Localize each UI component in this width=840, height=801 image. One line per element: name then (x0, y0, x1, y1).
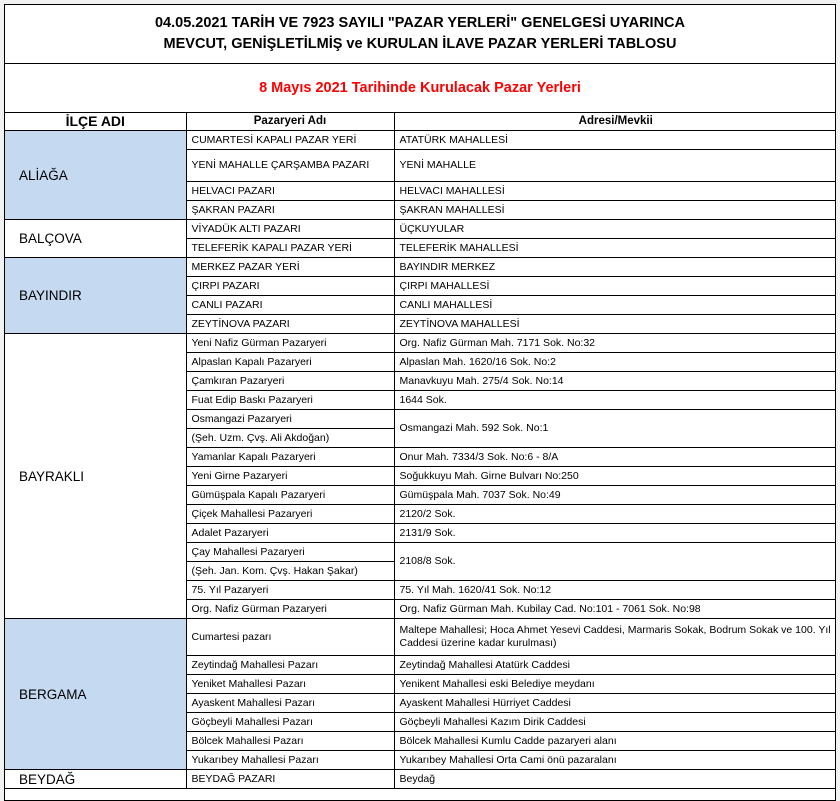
table-row (5, 619, 836, 656)
market-name-cell: Gümüşpala Kapalı Pazaryeri (186, 486, 394, 505)
district-cell: BERGAMA (5, 619, 186, 770)
table-row (5, 220, 836, 239)
market-name-cell: CUMARTESİ KAPALI PAZAR YERİ (186, 131, 394, 150)
market-address-cell: TELEFERİK MAHALLESİ (394, 239, 836, 258)
market-address-cell: Yenikent Mahallesi eski Belediye meydanı (394, 675, 836, 694)
market-address-cell: Zeytindağ Mahallesi Atatürk Caddesi (394, 656, 836, 675)
market-name-cell: Zeytindağ Mahallesi Pazarı (186, 656, 394, 675)
market-name-cell-line2: (Şeh. Uzm. Çvş. Ali Akdoğan) (186, 429, 394, 448)
market-address-cell: Bölcek Mahallesi Kumlu Cadde pazaryeri alanı (394, 732, 836, 751)
market-address-cell: 2131/9 Sok. (394, 524, 836, 543)
column-header-market-name: Pazaryeri Adı (186, 113, 394, 131)
table-row (5, 770, 836, 789)
market-address-cell: 1644 Sok. (394, 391, 836, 410)
column-header-district: İLÇE ADI (5, 113, 186, 131)
market-address-cell: Yukarıbey Mahallesi Orta Cami önü pazaralanı (394, 751, 836, 770)
market-name-cell: Yukarıbey Mahallesi Pazarı (186, 751, 394, 770)
market-name-cell: YENİ MAHALLE ÇARŞAMBA PAZARI (186, 150, 394, 182)
market-name-cell: TELEFERİK KAPALI PAZAR YERİ (186, 239, 394, 258)
market-name-cell: Yeni Nafiz Gürman Pazaryeri (186, 334, 394, 353)
document-sheet (4, 4, 836, 801)
market-address-cell: CANLI MAHALLESİ (394, 296, 836, 315)
market-name-cell: Fuat Edip Baskı Pazaryeri (186, 391, 394, 410)
market-name-cell: Göçbeyli Mahallesi Pazarı (186, 713, 394, 732)
market-name-cell: ÇIRPI PAZARI (186, 277, 394, 296)
market-address-cell: Onur Mah. 7334/3 Sok. No:6 - 8/A (394, 448, 836, 467)
market-address-cell: YENİ MAHALLE (394, 150, 836, 182)
document-subtitle: 8 Mayıs 2021 Tarihinde Kurulacak Pazar Yerleri (5, 64, 835, 113)
market-address-cell: ŞAKRAN MAHALLESİ (394, 201, 836, 220)
market-address-cell: Alpaslan Mah. 1620/16 Sok. No:2 (394, 353, 836, 372)
market-name-cell: Yamanlar Kapalı Pazaryeri (186, 448, 394, 467)
market-name-cell: Yeniket Mahallesi Pazarı (186, 675, 394, 694)
market-address-cell: Osmangazi Mah. 592 Sok. No:1 (394, 410, 836, 448)
market-name-cell: 75. Yıl Pazaryeri (186, 581, 394, 600)
market-name-cell-line2: (Şeh. Jan. Kom. Çvş. Hakan Şakar) (186, 562, 394, 581)
market-address-cell: Maltepe Mahallesi; Hoca Ahmet Yesevi Caddesi, Marmaris Sokak, Bodrum Sokak ve 100. Yıl Caddesi üzerine kadar kurulması) (394, 619, 836, 656)
district-cell: ALİAĞA (5, 131, 186, 220)
market-name-cell: Alpaslan Kapalı Pazaryeri (186, 353, 394, 372)
table-row (5, 131, 836, 150)
market-address-cell: 75. Yıl Mah. 1620/41 Sok. No:12 (394, 581, 836, 600)
market-name-cell: ŞAKRAN PAZARI (186, 201, 394, 220)
market-table (5, 113, 836, 789)
market-address-cell: ÜÇKUYULAR (394, 220, 836, 239)
market-name-cell: MERKEZ PAZAR YERİ (186, 258, 394, 277)
table-row (5, 334, 836, 353)
table-row (5, 258, 836, 277)
table-header-row (5, 113, 836, 131)
market-address-cell: Org. Nafiz Gürman Mah. Kubilay Cad. No:101 - 7061 Sok. No:98 (394, 600, 836, 619)
market-name-cell: Çamkıran Pazaryeri (186, 372, 394, 391)
market-address-cell: Soğukkuyu Mah. Girne Bulvarı No:250 (394, 467, 836, 486)
market-name-cell: HELVACI PAZARI (186, 182, 394, 201)
market-name-cell: BEYDAĞ PAZARI (186, 770, 394, 789)
market-name-cell: Çay Mahallesi Pazaryeri (186, 543, 394, 562)
market-name-cell: Çiçek Mahallesi Pazaryeri (186, 505, 394, 524)
market-address-cell: Manavkuyu Mah. 275/4 Sok. No:14 (394, 372, 836, 391)
market-address-cell: 2120/2 Sok. (394, 505, 836, 524)
market-address-cell: ÇIRPI MAHALLESİ (394, 277, 836, 296)
market-address-cell: Org. Nafiz Gürman Mah. 7171 Sok. No:32 (394, 334, 836, 353)
district-cell: BALÇOVA (5, 220, 186, 258)
district-cell: BAYINDIR (5, 258, 186, 334)
market-address-cell: ATATÜRK MAHALLESİ (394, 131, 836, 150)
title-line-1: 04.05.2021 TARİH VE 7923 SAYILI "PAZAR YERLERİ" GENELGESİ UYARINCA (154, 15, 685, 31)
market-name-cell: VİYADÜK ALTI PAZARI (186, 220, 394, 239)
market-address-cell: BAYINDIR MERKEZ (394, 258, 836, 277)
document-title (5, 5, 835, 64)
market-name-cell: Bölcek Mahallesi Pazarı (186, 732, 394, 751)
market-name-cell: Osmangazi Pazaryeri (186, 410, 394, 429)
market-name-cell: Yeni Girne Pazaryeri (186, 467, 394, 486)
market-name-cell: Adalet Pazaryeri (186, 524, 394, 543)
title-line-2: MEVCUT, GENİŞLETİLMİŞ ve KURULAN İLAVE PAZAR YERLERİ TABLOSU (163, 36, 677, 52)
market-address-cell: 2108/8 Sok. (394, 543, 836, 581)
market-address-cell: Göçbeyli Mahallesi Kazım Dirik Caddesi (394, 713, 836, 732)
market-address-cell: Beydağ (394, 770, 836, 789)
column-header-address: Adresi/Mevkii (394, 113, 836, 131)
market-name-cell: Ayaskent Mahallesi Pazarı (186, 694, 394, 713)
market-name-cell: Cumartesi pazarı (186, 619, 394, 656)
market-address-cell: HELVACI MAHALLESİ (394, 182, 836, 201)
market-name-cell: CANLI PAZARI (186, 296, 394, 315)
market-address-cell: Ayaskent Mahallesi Hürriyet Caddesi (394, 694, 836, 713)
market-address-cell: Gümüşpala Mah. 7037 Sok. No:49 (394, 486, 836, 505)
market-address-cell: ZEYTİNOVA MAHALLESİ (394, 315, 836, 334)
market-name-cell: ZEYTİNOVA PAZARI (186, 315, 394, 334)
market-name-cell: Org. Nafiz Gürman Pazaryeri (186, 600, 394, 619)
district-cell: BAYRAKLI (5, 334, 186, 619)
district-cell: BEYDAĞ (5, 770, 186, 789)
